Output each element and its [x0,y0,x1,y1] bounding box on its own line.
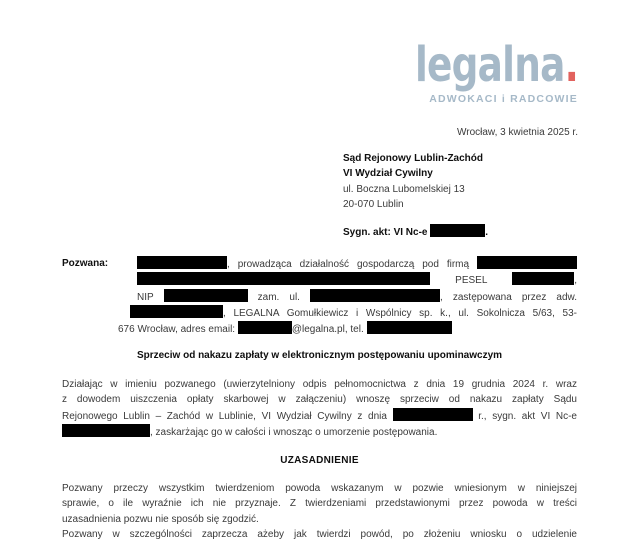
defendant-label: Pozwana: [62,258,109,269]
redaction-box [137,272,430,285]
text-segment: , zaskarżając go w całości i wnosząc o umorzenie postępowania. [150,426,438,438]
law-firm-logo [369,37,578,105]
document-title: Sprzeciw od nakazu zapłaty w elektronicznym postępowaniu upominawczym [136,350,503,361]
court-division: VI Wydział Cywilny [343,168,433,180]
case-reference [343,224,488,240]
redaction-box [164,289,248,302]
court-street: ul. Boczna Lubomelskiej 13 [343,183,465,195]
paragraph-line [62,377,577,392]
paragraph-line [62,424,577,440]
text-segment: Sygn. akt: VI Nc-e [343,227,431,238]
text-segment: , prowadząca działalność gospodarczą pod firmą [227,259,477,270]
text-segment: Rejonowego Lublin – Zachód w Lublinie, VI Wydział Cywilny z dnia [62,410,393,422]
logo-wordmark [414,37,578,93]
text-segment: , [574,275,577,287]
text-segment: sprawie, o ile wyraźnie ich nie przyznaje. Z twierdzeniami przedstawionymi przez powoda w treści [62,498,577,510]
text-segment: NIP [137,291,164,303]
redaction-box [477,256,577,269]
redaction-box [367,321,452,334]
redaction-box [393,408,473,421]
text-segment: r., sygn. akt VI Nc-e [472,410,577,422]
paragraph-objection [62,377,577,440]
paragraph-line [62,408,577,424]
text-segment: Pozwany w szczególności zaprzecza ażeby jak twierdzi powód, po złożeniu wniosku o udzielenie [62,528,577,540]
text-segment: PESEL [430,275,513,287]
text-segment: Działając w imieniu pozwanego (uwierzytelniony odpis pełnomocnictwa z dnia 19 grudnia 2024 r. wraz [62,379,577,390]
defendant-line [137,256,577,272]
redaction-box [62,424,150,437]
redaction-box [512,272,574,285]
defendant-line [130,305,577,321]
text-segment: z dowodem uiszczenia opłaty skarbowej w załączeniu) wnoszę sprzeciw od nakazu zapłaty Sądu [62,394,577,406]
text-segment: @legalna.pl, tel. [291,324,367,336]
text-segment: , LEGALNA Gomułkiewicz i Wspólnicy sp. k., ul. Sokolnicza 5/63, 53- [223,307,577,319]
defendant-block [62,256,577,337]
text-segment: , zastępowana przez adw. [440,291,577,303]
logo-tagline: ADWOKACI i RADCOWIE [429,93,578,105]
redaction-box [130,305,223,318]
text-segment: uzasadnienia pozwu nie sposób się zgodzić. [62,513,259,525]
paragraph-line [62,512,577,527]
redaction-box [430,224,485,237]
defendant-line [118,321,577,337]
paragraph-line [62,392,577,407]
redaction-box [137,256,227,269]
defendant-details [118,256,577,337]
text-segment: . [485,227,489,238]
section-heading: UZASADNIENIE [280,455,359,466]
text-segment: zam. ul. [247,291,311,303]
date-line: Wrocław, 3 kwietnia 2025 r. [457,127,578,138]
paragraph-line [62,481,577,496]
redaction-box [238,321,292,334]
text-segment: 676 Wrocław, adres email: [118,324,238,336]
paragraph-line [62,496,577,511]
defendant-line [137,289,577,305]
court-city: 20-070 Lublin [343,198,404,210]
logo-text: legalna [414,37,565,93]
paragraph-line-cutoff [62,527,577,542]
defendant-line [137,272,577,288]
recipient-block [343,151,483,212]
redaction-box [310,289,440,302]
paragraph-justification [62,481,577,542]
court-name: Sąd Rejonowy Lublin-Zachód [343,153,483,164]
logo-dot: . [564,37,578,93]
text-segment: Pozwany przeczy wszystkim twierdzeniom powoda wskazanym w pozwie wniesionym w niniejszej [62,483,577,494]
